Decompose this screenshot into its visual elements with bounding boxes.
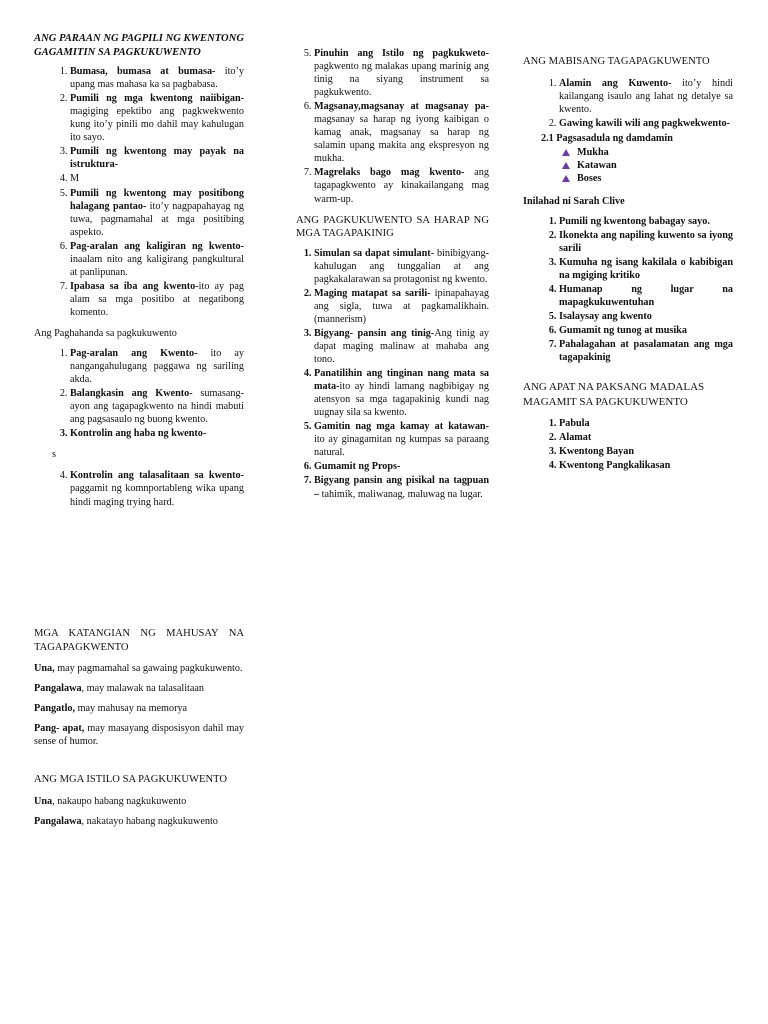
- list-item: 7. Pahalagahan at pasalamatan ang mga tagapakinig: [559, 338, 733, 364]
- list-item: 4. M: [70, 172, 244, 185]
- sublist-damdamin: [523, 146, 733, 185]
- list-item: 5. Isalaysay ang kwento: [559, 310, 733, 323]
- list-item: 1. Pag-aralan ang Kwento- ito ay nangangahulugang paggawa ng sariling akda.: [70, 347, 244, 386]
- list-item: Boses: [577, 172, 733, 185]
- list-paghahanda-continued: [34, 469, 244, 508]
- list-item: 3. Kwentong Bayan: [559, 445, 733, 458]
- list-item: 7. Ipabasa sa iba ang kwento-ito ay pag alam sa mga positibo at negatibong komento.: [70, 280, 244, 319]
- heading-apat-na-paksa: ANG APAT NA PAKSANG MADALAS MAGAMIT SA PAGKUKUWENTO: [523, 381, 705, 408]
- list-paraan-continued: [296, 47, 489, 206]
- trait-item: Pangalawa, may malawak na talasalitaan: [34, 683, 205, 695]
- trait-item: Una, may pagmamahal sa gawaing pagkukuwento.: [34, 663, 243, 675]
- list-item: 2. Pumili ng mga kwentong naiibigan- magiging epektibo ang pagkwekwento kung ito’y pinili mo dahil may kahulugan ito sayo.: [70, 92, 244, 144]
- list-item: 2. Ikonekta ang napiling kuwento sa iyong sarili: [559, 229, 733, 255]
- heading-mabisang-tagapagkuwento: ANG MABISANG TAGAPAGKUWENTO: [523, 56, 710, 67]
- list-item: 6. Gumamit ng tunog at musika: [559, 324, 733, 337]
- column-1-lower: [34, 627, 244, 835]
- list-item: 3. Bigyang- pansin ang tinig-Ang tinig ay dapat maging malinaw at mahaba ang tono.: [314, 327, 489, 366]
- stray-character: s: [52, 449, 56, 461]
- list-item: 1. Bumasa, bumasa at bumasa- ito’y upang mas mahasa ka sa pagbabasa.: [70, 65, 244, 91]
- credit-line: Inilahad ni Sarah Clive: [523, 195, 625, 207]
- column-3: [523, 55, 733, 480]
- style-item: Una, nakaupo habang nagkukuwento: [34, 795, 187, 807]
- list-item: 4. Humanap ng lugar na mapagkukuwentuhan: [559, 283, 733, 309]
- sublist-title: Pagsasadula ng damdamin: [556, 132, 673, 144]
- column-1: [34, 32, 244, 517]
- list-item: 7. Magrelaks bago mag kwento- ang tagapagkwento ay kinakailangang mag warm-up.: [314, 166, 489, 205]
- list-item: 6. Gumamit ng Props-: [314, 460, 489, 473]
- list-item: 5. Pinuhin ang Istilo ng pagkukweto- pagkwento ng malakas upang marinig ang tinig na siyang instrument sa pagkukwento.: [314, 47, 489, 99]
- list-apat-na-paksa: [523, 417, 733, 472]
- list-item: Katawan: [577, 159, 733, 172]
- heading-paghahanda: Ang Paghahanda sa pagkukuwento: [34, 327, 177, 339]
- list-item: 4. Kwentong Pangkalikasan: [559, 459, 733, 472]
- list-item: 3. Kumuha ng isang kakilala o kabibigan na mgiging kritiko: [559, 256, 733, 282]
- list-item: 5. Pumili ng kwentong may positibong halagang pantao- ito’y nagpapahayag ng tuwa, pagmamahal at mga positibing aspekto.: [70, 187, 244, 239]
- trait-item: Pangatlo, may mahusay na memorya: [34, 703, 188, 715]
- list-item: 3. Kontrolin ang haba ng kwento-: [70, 427, 244, 440]
- list-item: 7. Bigyang pansin ang pisikal na tagpuan – tahimik, maliwanag, maluwag na lugar.: [314, 474, 489, 500]
- list-paghahanda: [34, 347, 244, 440]
- list-item: 6. Magsanay,magsanay at magsanay pa- magsanay sa harap ng iyong kaibigan o kamag anak, magsanay sa harap ng salamin upang makita ang ekspresyon ng mukha.: [314, 100, 489, 165]
- trait-item: Pang- apat, may masayang disposisyon dahil may sense of humor.: [34, 723, 244, 748]
- list-item: 4. Kontrolin ang talasalitaan sa kwento- paggamit ng komnportableng wika upang hindi maging trying hard.: [70, 469, 244, 508]
- list-item: 2. Gawing kawili wili ang pagkwekwento-: [559, 117, 733, 130]
- list-item: 1. Simulan sa dapat simulant- binibigyang-kahulugan ang tunggalian at ang pagkakalarawan sa protagonist ng kwento.: [314, 247, 489, 286]
- list-item: 3. Pumili ng kwentong may payak na istruktura-: [70, 145, 244, 171]
- list-item: Mukha: [577, 146, 733, 159]
- column-2: [296, 47, 489, 509]
- sublist-heading: [523, 132, 733, 145]
- heading-pagkukuwento-sa-harap: ANG PAGKUKUWENTO SA HARAP NG MGA TAGAPAKINIG: [296, 214, 489, 240]
- list-item: 2. Alamat: [559, 431, 733, 444]
- sublist-number: 2.1: [541, 132, 554, 144]
- list-mabisang-tagapagkuwento: [523, 77, 733, 130]
- heading-katangian: MGA KATANGIAN NG MAHUSAY NA TAGAPAGKWENTO: [34, 628, 244, 653]
- list-pagkukuwento-sa-harap: [296, 247, 489, 501]
- heading-paraan-ng-pagpili: ANG PARAAN NG PAGPILI NG KWENTONG GAGAMITIN SA PAGKUKUWENTO: [34, 33, 244, 58]
- list-item: 4. Panatilihin ang tinginan nang mata sa mata-ito ay hindi lamang nagbibigay ng atensyon sa mga tagapakinig kundi nag uugnay sila sa kwento.: [314, 367, 489, 419]
- list-item: 2. Balangkasin ang Kwento- sumasang-ayon ang tagapagkwento na hindi mabuti ang pagsasaulo ng buong kwento.: [70, 387, 244, 426]
- list-paraan-ng-pagpili: [34, 65, 244, 319]
- list-item: 1. Alamin ang Kuwento- ito’y hindi kailangang isaulo ang lahat ng detalye sa kwento.: [559, 77, 733, 116]
- style-item: Pangalawa, nakatayo habang nagkukuwento: [34, 815, 218, 827]
- list-item: 1. Pumili ng kwentong babagay sayo.: [559, 215, 733, 228]
- list-item: 2. Maging matapat sa sarili- ipinapahayag ang sigla, tuwa at pagkamalikhain. (mannerism): [314, 287, 489, 326]
- list-item: 6. Pag-aralan ang kaligiran ng kwento- inaalam nito ang kaligirang pangkultural at panlipunan.: [70, 240, 244, 279]
- list-sarah-clive: [523, 215, 733, 365]
- heading-istilo: ANG MGA ISTILO SA PAGKUKUWENTO: [34, 774, 228, 786]
- list-item: 5. Gamitin nag mga kamay at katawan- ito ay ginagamitan ng kumpas sa paraang natural.: [314, 420, 489, 459]
- list-item: 1. Pabula: [559, 417, 733, 430]
